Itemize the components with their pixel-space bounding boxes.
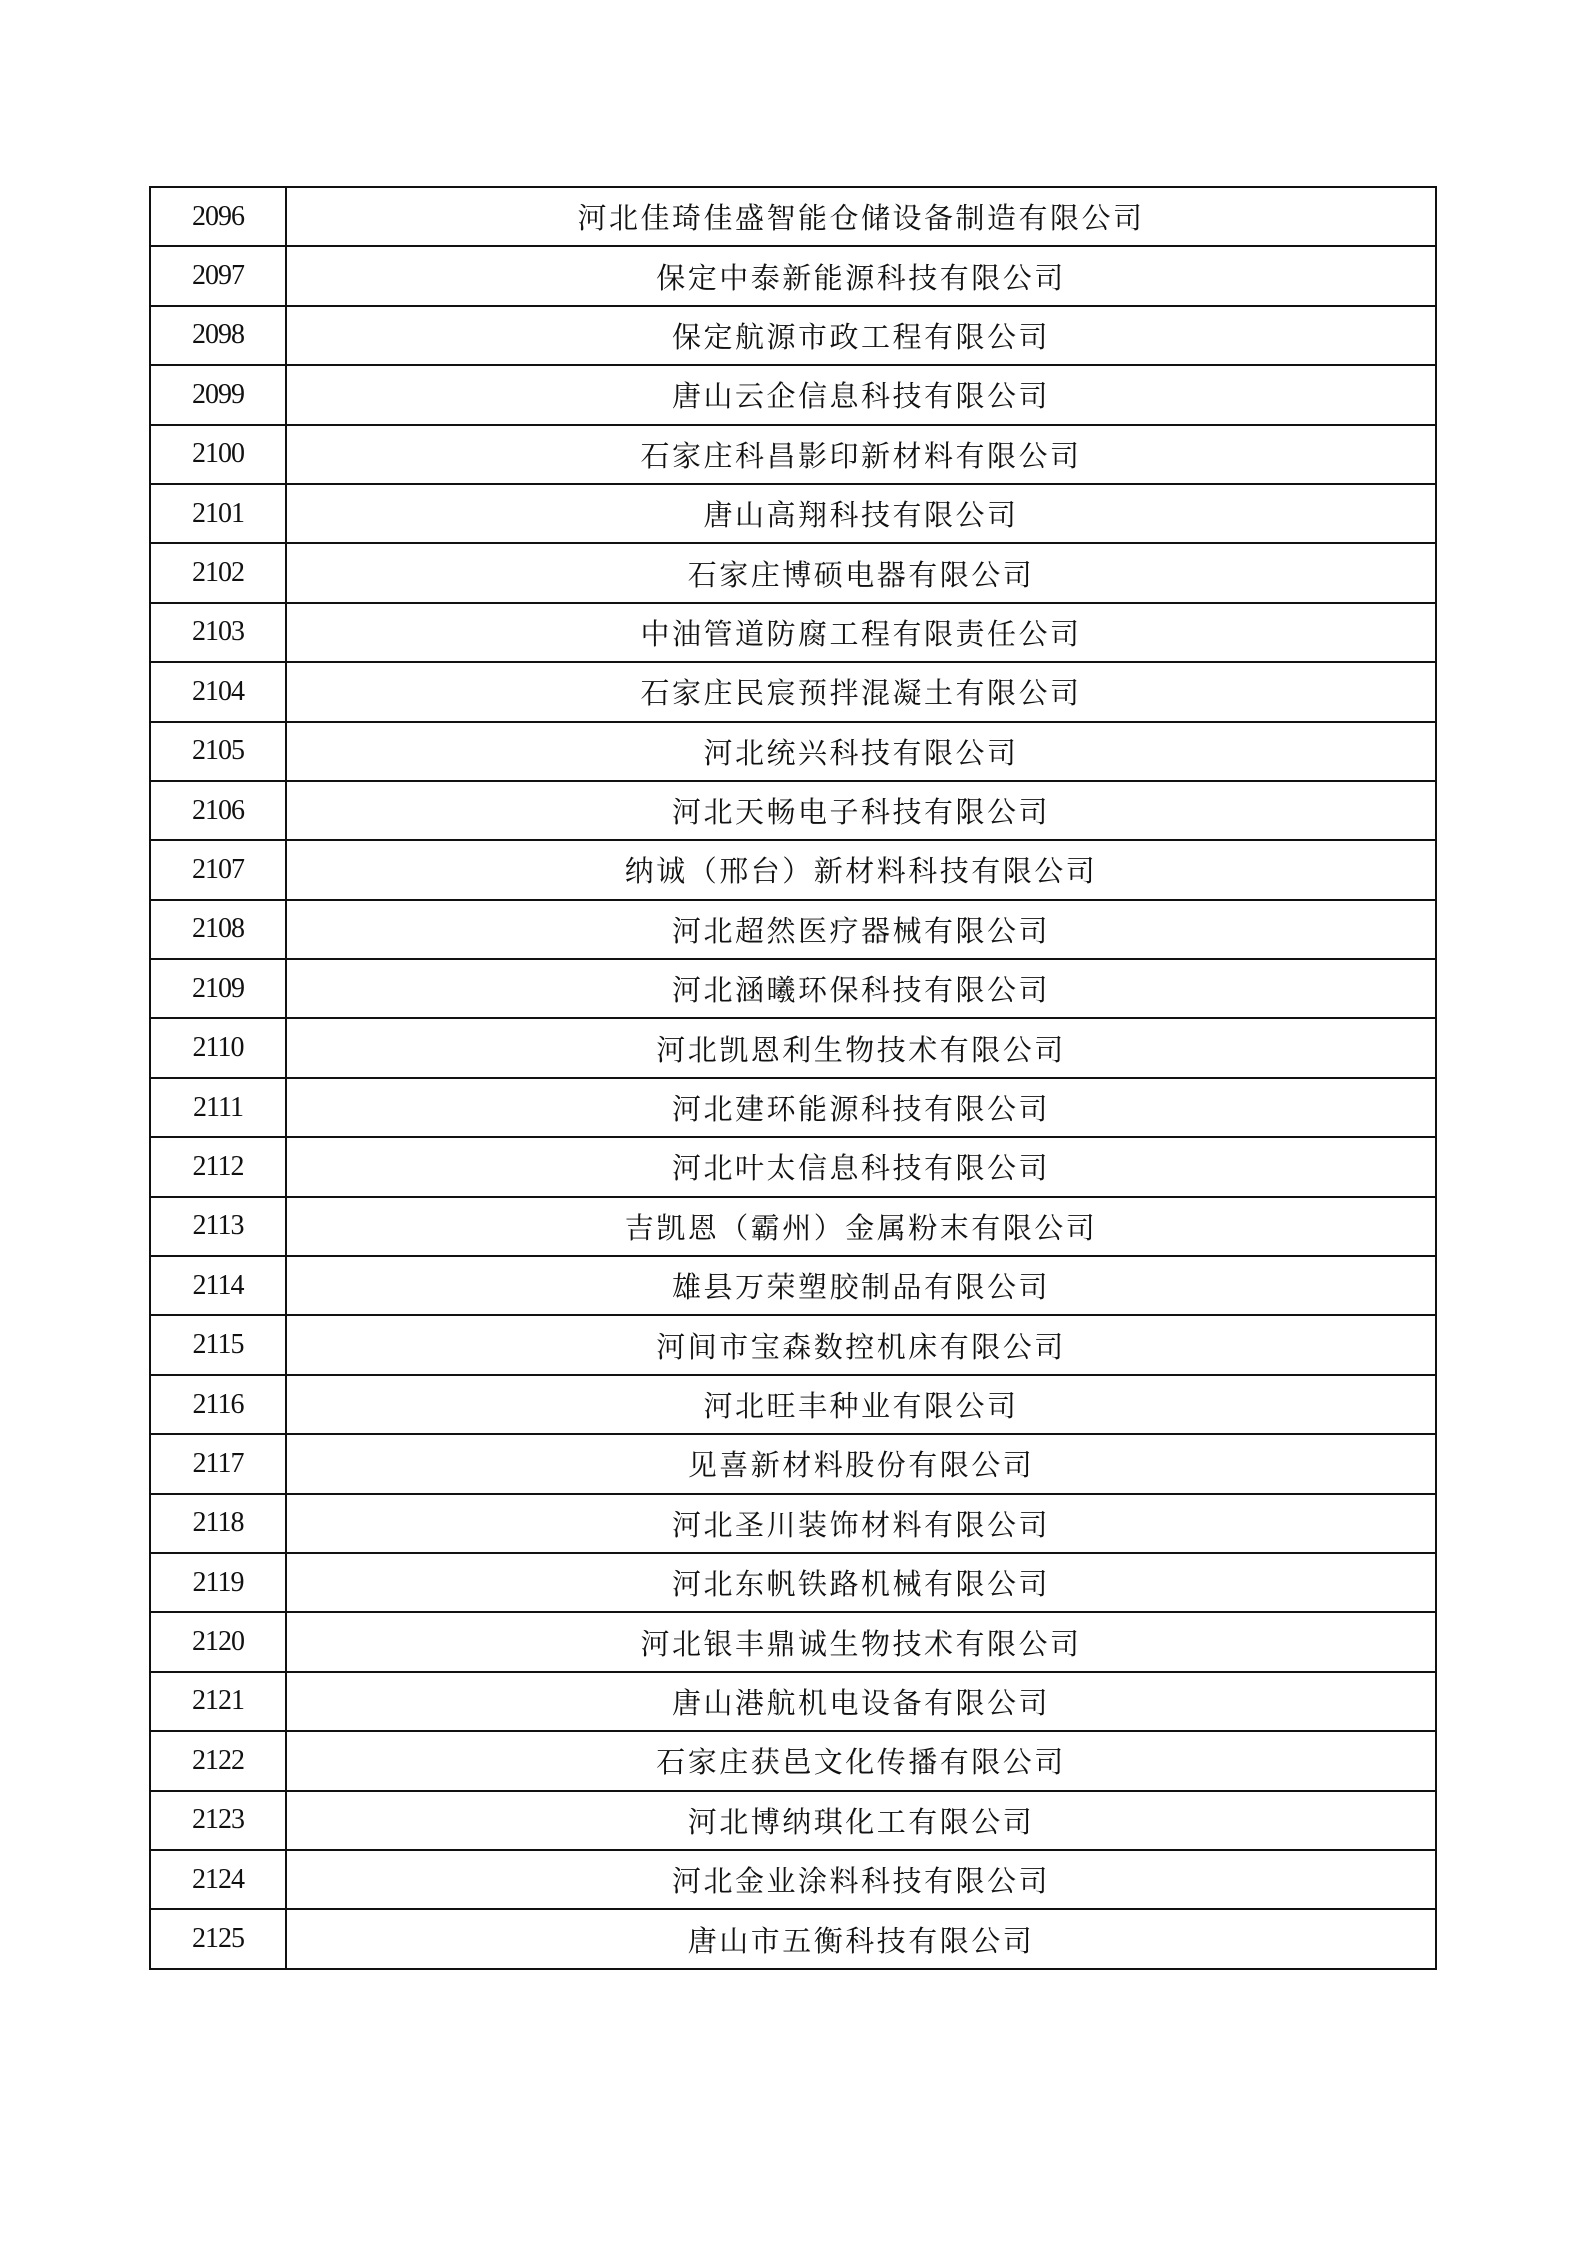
company-name: 河北佳琦佳盛智能仓储设备制造有限公司 bbox=[286, 187, 1436, 246]
company-name: 唐山高翔科技有限公司 bbox=[286, 484, 1436, 543]
table-row bbox=[150, 662, 1436, 721]
company-name: 河北天畅电子科技有限公司 bbox=[286, 781, 1436, 840]
company-name: 河北银丰鼎诚生物技术有限公司 bbox=[286, 1612, 1436, 1671]
table-row bbox=[150, 187, 1436, 246]
table-row bbox=[150, 1494, 1436, 1553]
row-number: 2100 bbox=[150, 425, 286, 484]
table-row bbox=[150, 1731, 1436, 1790]
table-row bbox=[150, 1137, 1436, 1196]
table-row bbox=[150, 1078, 1436, 1137]
table-row bbox=[150, 365, 1436, 424]
company-name: 见喜新材料股份有限公司 bbox=[286, 1434, 1436, 1493]
company-name: 河北金业涂料科技有限公司 bbox=[286, 1850, 1436, 1909]
company-name: 雄县万荣塑胶制品有限公司 bbox=[286, 1256, 1436, 1315]
table-row bbox=[150, 306, 1436, 365]
table-row bbox=[150, 1434, 1436, 1493]
table-row bbox=[150, 484, 1436, 543]
row-number: 2110 bbox=[150, 1018, 286, 1077]
row-number: 2106 bbox=[150, 781, 286, 840]
company-name: 河北建环能源科技有限公司 bbox=[286, 1078, 1436, 1137]
row-number: 2099 bbox=[150, 365, 286, 424]
row-number: 2119 bbox=[150, 1553, 286, 1612]
table-row bbox=[150, 1553, 1436, 1612]
row-number: 2113 bbox=[150, 1197, 286, 1256]
row-number: 2105 bbox=[150, 722, 286, 781]
company-name: 河北超然医疗器械有限公司 bbox=[286, 900, 1436, 959]
company-name: 唐山市五衡科技有限公司 bbox=[286, 1909, 1436, 1968]
company-name: 河北东帆铁路机械有限公司 bbox=[286, 1553, 1436, 1612]
row-number: 2125 bbox=[150, 1909, 286, 1968]
company-name: 吉凯恩（霸州）金属粉末有限公司 bbox=[286, 1197, 1436, 1256]
table-row bbox=[150, 1315, 1436, 1374]
company-name: 河北统兴科技有限公司 bbox=[286, 722, 1436, 781]
table-row bbox=[150, 1018, 1436, 1077]
company-name: 唐山港航机电设备有限公司 bbox=[286, 1672, 1436, 1731]
row-number: 2097 bbox=[150, 246, 286, 305]
row-number: 2117 bbox=[150, 1434, 286, 1493]
company-name: 河北博纳琪化工有限公司 bbox=[286, 1791, 1436, 1850]
row-number: 2108 bbox=[150, 900, 286, 959]
company-name: 保定中泰新能源科技有限公司 bbox=[286, 246, 1436, 305]
table-row bbox=[150, 840, 1436, 899]
table-row bbox=[150, 1375, 1436, 1434]
row-number: 2115 bbox=[150, 1315, 286, 1374]
table-row bbox=[150, 900, 1436, 959]
company-name: 河北圣川装饰材料有限公司 bbox=[286, 1494, 1436, 1553]
table-row bbox=[150, 1256, 1436, 1315]
row-number: 2102 bbox=[150, 543, 286, 602]
row-number: 2111 bbox=[150, 1078, 286, 1137]
row-number: 2121 bbox=[150, 1672, 286, 1731]
company-name: 石家庄博硕电器有限公司 bbox=[286, 543, 1436, 602]
table-row bbox=[150, 722, 1436, 781]
table-row bbox=[150, 425, 1436, 484]
company-list-table bbox=[149, 186, 1437, 1970]
row-number: 2112 bbox=[150, 1137, 286, 1196]
table-row bbox=[150, 1791, 1436, 1850]
company-name: 河北旺丰种业有限公司 bbox=[286, 1375, 1436, 1434]
row-number: 2107 bbox=[150, 840, 286, 899]
row-number: 2122 bbox=[150, 1731, 286, 1790]
table-row bbox=[150, 603, 1436, 662]
company-name: 石家庄民宸预拌混凝土有限公司 bbox=[286, 662, 1436, 721]
row-number: 2114 bbox=[150, 1256, 286, 1315]
row-number: 2103 bbox=[150, 603, 286, 662]
table-row bbox=[150, 1672, 1436, 1731]
company-name: 唐山云企信息科技有限公司 bbox=[286, 365, 1436, 424]
company-name: 纳诚（邢台）新材料科技有限公司 bbox=[286, 840, 1436, 899]
table-row bbox=[150, 246, 1436, 305]
table-body bbox=[150, 187, 1436, 1969]
row-number: 2118 bbox=[150, 1494, 286, 1553]
company-name: 河间市宝森数控机床有限公司 bbox=[286, 1315, 1436, 1374]
row-number: 2096 bbox=[150, 187, 286, 246]
company-name: 石家庄获邑文化传播有限公司 bbox=[286, 1731, 1436, 1790]
row-number: 2101 bbox=[150, 484, 286, 543]
table-row bbox=[150, 781, 1436, 840]
company-name: 中油管道防腐工程有限责任公司 bbox=[286, 603, 1436, 662]
table-row bbox=[150, 1197, 1436, 1256]
company-name: 河北涵曦环保科技有限公司 bbox=[286, 959, 1436, 1018]
row-number: 2116 bbox=[150, 1375, 286, 1434]
table-row bbox=[150, 543, 1436, 602]
row-number: 2109 bbox=[150, 959, 286, 1018]
table-row bbox=[150, 959, 1436, 1018]
table-row bbox=[150, 1850, 1436, 1909]
row-number: 2104 bbox=[150, 662, 286, 721]
company-name: 石家庄科昌影印新材料有限公司 bbox=[286, 425, 1436, 484]
company-name: 河北叶太信息科技有限公司 bbox=[286, 1137, 1436, 1196]
table-row bbox=[150, 1612, 1436, 1671]
company-name: 保定航源市政工程有限公司 bbox=[286, 306, 1436, 365]
row-number: 2123 bbox=[150, 1791, 286, 1850]
row-number: 2124 bbox=[150, 1850, 286, 1909]
company-name: 河北凯恩利生物技术有限公司 bbox=[286, 1018, 1436, 1077]
row-number: 2120 bbox=[150, 1612, 286, 1671]
table-row bbox=[150, 1909, 1436, 1968]
row-number: 2098 bbox=[150, 306, 286, 365]
